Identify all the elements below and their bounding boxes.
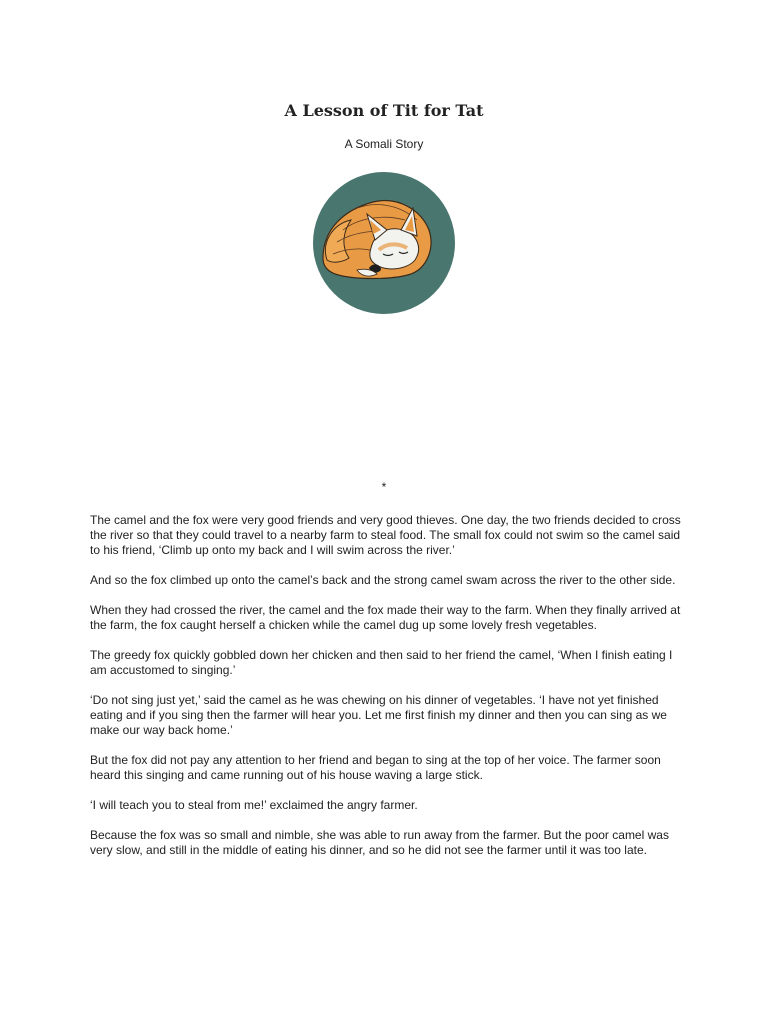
- story-subtitle: A Somali Story: [344, 137, 424, 151]
- sleeping-fox-illustration: [313, 170, 455, 316]
- story-paragraph: But the fox did not pay any attention to her friend and began to sing at the top of her voice. The farmer soon heard this singing and came running out of his house waving a large stick.: [90, 753, 661, 782]
- story-paragraph: And so the fox climbed up onto the camel’s back and the strong camel swam across the river to the other side.: [90, 573, 676, 587]
- story-paragraph: The camel and the fox were very good friends and very good thieves. One day, the two friends decided to cross the river so that they could travel to a nearby farm to steal food. The small fox could not swim so the camel said to his friend, ‘Climb up onto my back and I will swim across the river.’: [90, 513, 681, 557]
- section-separator: *: [381, 480, 387, 494]
- story-paragraph: ‘Do not sing just yet,’ said the camel as he was chewing on his dinner of vegetables. ‘I have not yet finished eating and if you sing then the farmer will hear you. Let me first finish my dinner and then you can sing as we make our way back home.’: [90, 693, 667, 737]
- story-body: [90, 513, 684, 873]
- story-paragraph: ‘I will teach you to steal from me!’ exclaimed the angry farmer.: [90, 798, 418, 812]
- story-paragraph: The greedy fox quickly gobbled down her chicken and then said to her friend the camel, ‘When I finish eating I am accustomed to singing.’: [90, 648, 673, 677]
- story-paragraph: When they had crossed the river, the camel and the fox made their way to the farm. When they finally arrived at the farm, the fox caught herself a chicken while the camel dug up some lovely fresh vegetables.: [90, 603, 681, 632]
- story-title: A Lesson of Tit for Tat: [284, 101, 484, 120]
- story-paragraph: Because the fox was so small and nimble, she was able to run away from the farmer. But the poor camel was very slow, and still in the middle of eating his dinner, and so he did not see the farmer until it was too late.: [90, 828, 669, 857]
